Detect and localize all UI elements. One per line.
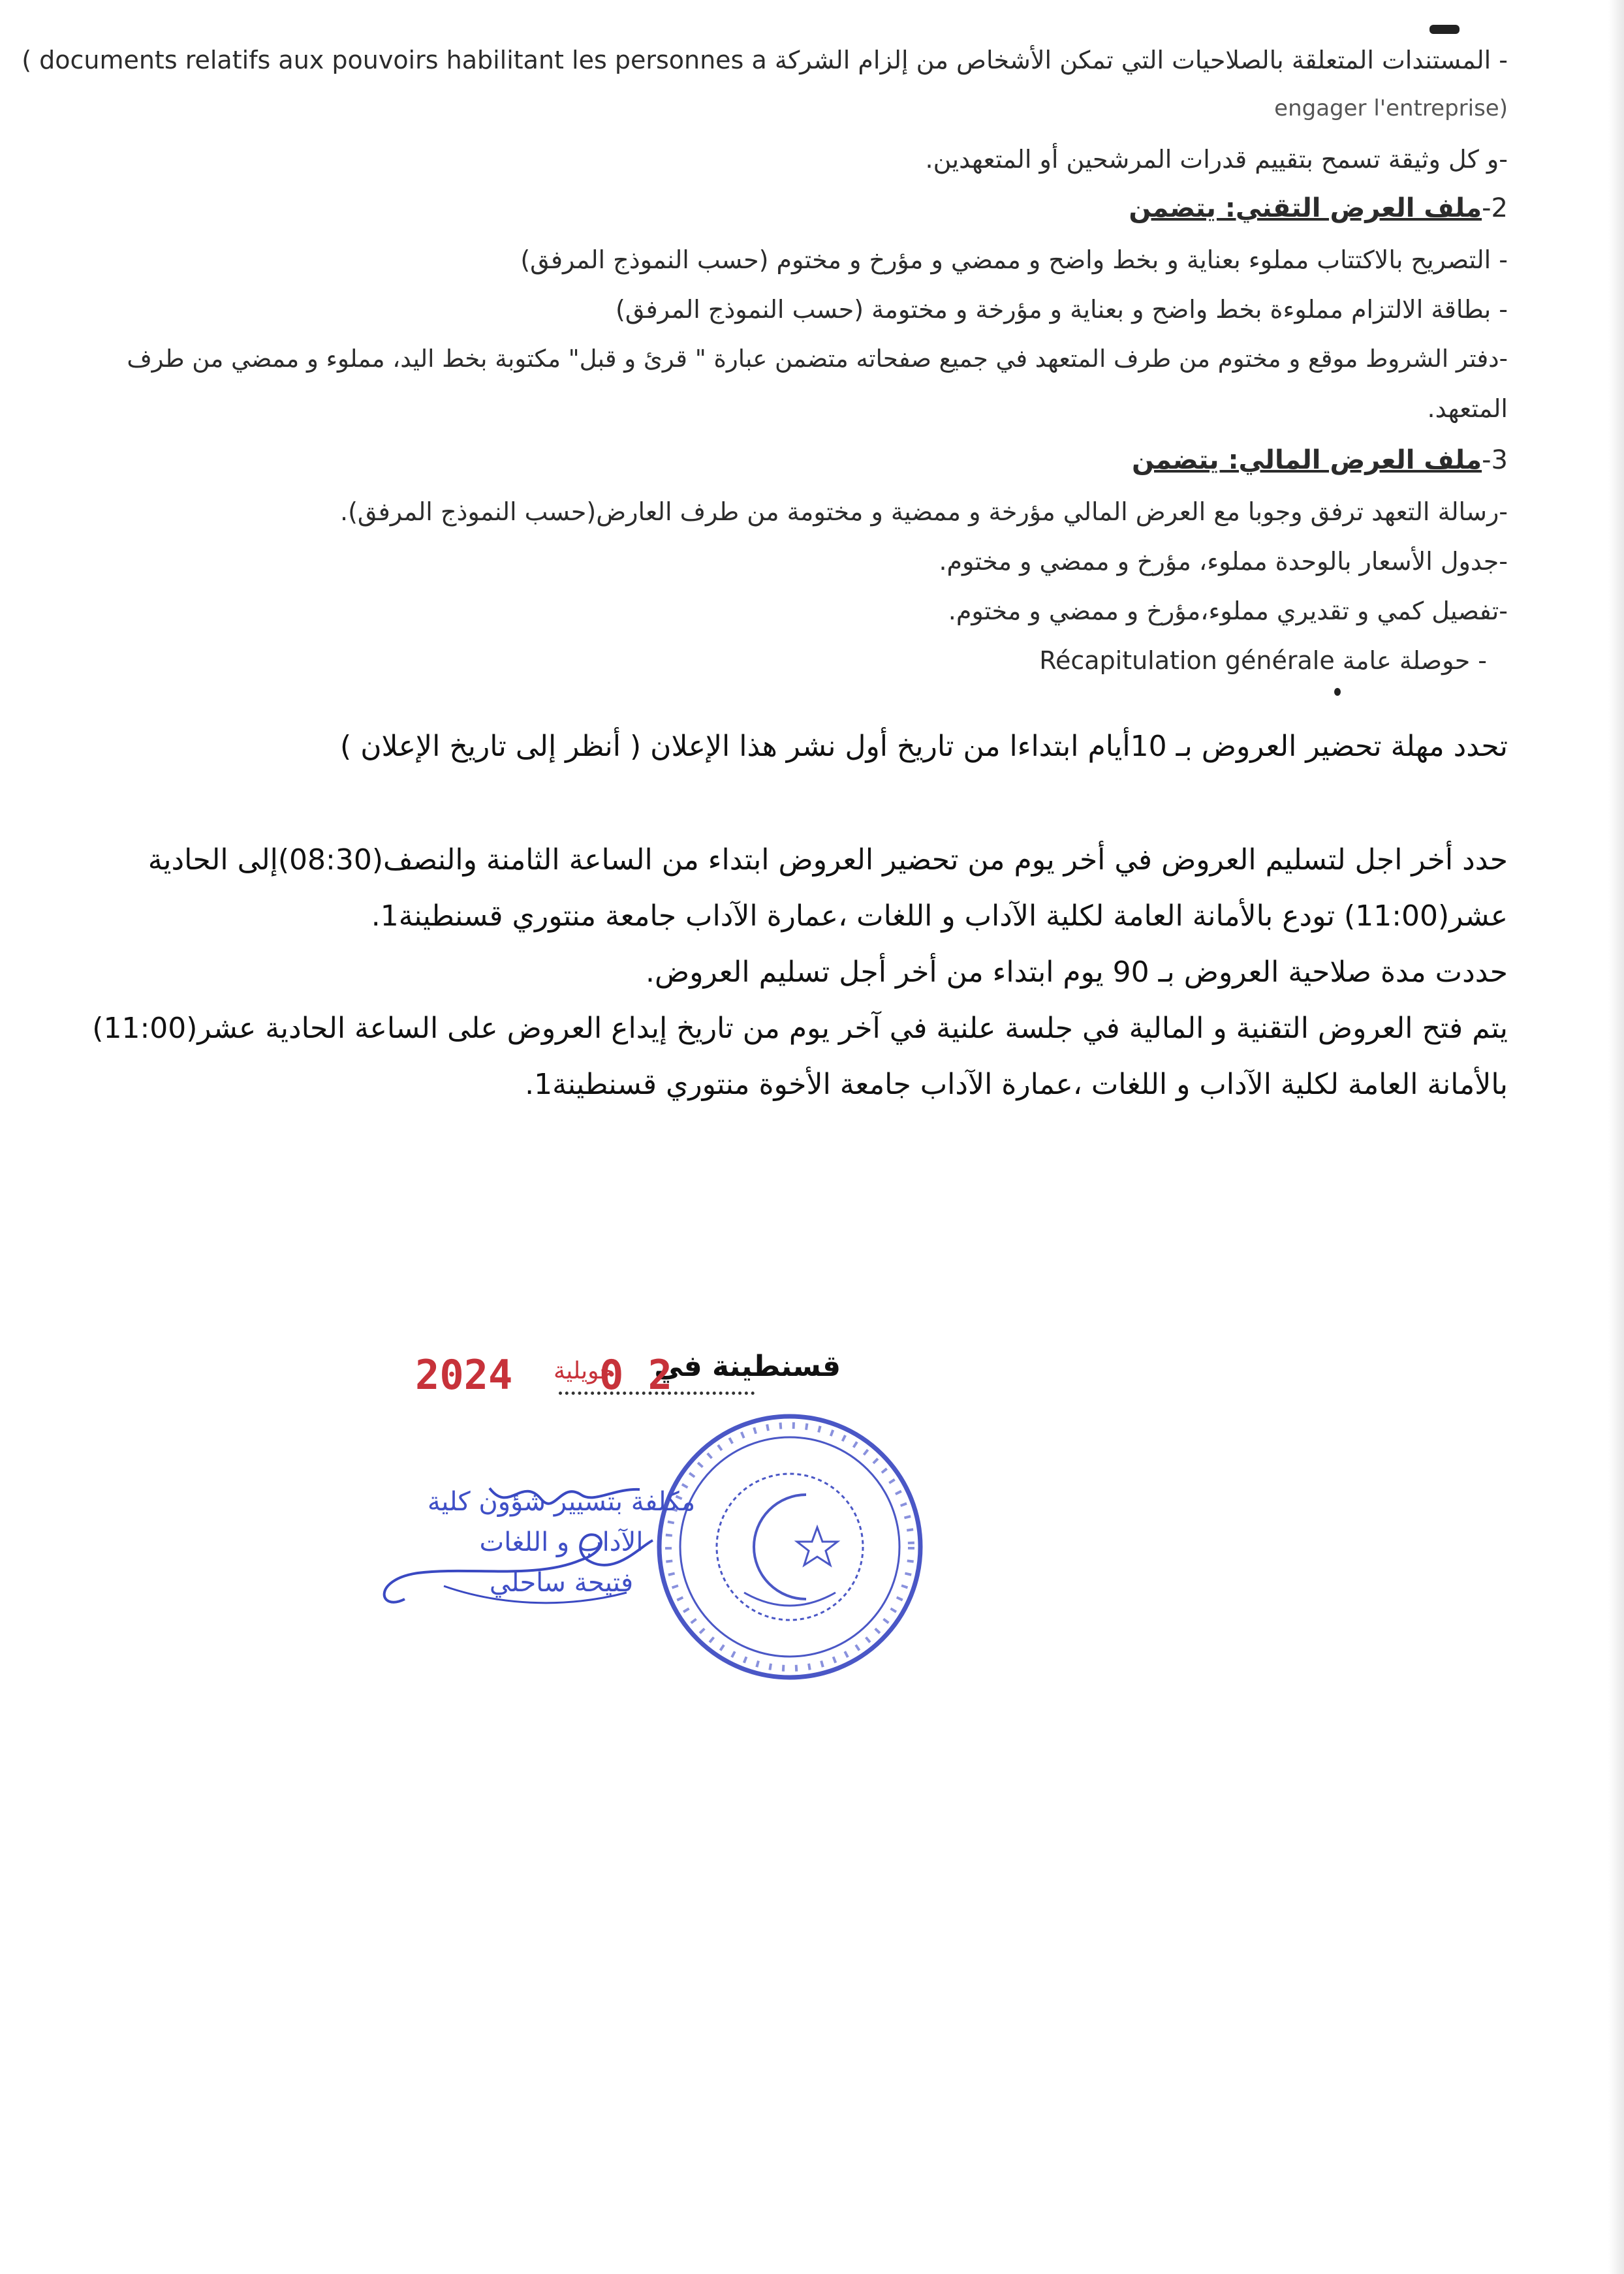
- list-item: -تفصيل كمي و تقديري مملوء،مؤرخ و ممضي و مختوم.: [948, 597, 1508, 625]
- ink-dot: [1334, 688, 1341, 696]
- section-number: 3-: [1482, 445, 1508, 475]
- list-item: -دفتر الشروط موقع و مختوم من طرف المتعهد في جميع صفحاته متضمن عبارة " قرئ و قبل" مكتوبة بخط اليد، مملوء و ممضي من طرف: [127, 345, 1508, 373]
- section-title: ملف العرض المالي: يتضمن: [1131, 445, 1482, 475]
- paragraph-preparation-period: تحدد مهلة تحضير العروض بـ 10أيام ابتداءا من تاريخ أول نشر هذا الإعلان ( أنظر إلى تاريخ الإعلان ): [340, 730, 1508, 763]
- list-item-powers-fr-cont: engager l'entreprise): [1274, 95, 1508, 121]
- section-heading-financial: [1132, 445, 1508, 475]
- date-stamp: [415, 1351, 833, 1397]
- list-item: - بطاقة الالتزام مملوءة بخط واضح و بعناية و مؤرخة و مختومة (حسب النموذج المرفق): [616, 295, 1508, 324]
- paragraph-opening-cont: بالأمانة العامة لكلية الآداب و اللغات ،عمارة الآداب جامعة الأخوة منتوري قسنطينة1.: [525, 1068, 1508, 1101]
- date-day: 0 2: [599, 1351, 672, 1399]
- list-item-assessment: -و كل وثيقة تسمح بتقييم قدرات المرشحين أو المتعهدين.: [925, 145, 1508, 174]
- paragraph-deadline: حدد أخر اجل لتسليم العروض في أخر يوم من تحضير العروض ابتداء من الساعة الثامنة والنصف(08:30)إلى الحادية: [148, 843, 1508, 877]
- handwritten-signature: [366, 1449, 705, 1632]
- list-item-powers-fr: ( documents relatifs aux pouvoirs habilitant les personnes a: [22, 46, 767, 74]
- list-item: -جدول الأسعار بالوحدة مملوء، مؤرخ و ممضي و مختوم.: [939, 547, 1508, 576]
- recap-fr: Récapitulation générale: [1039, 646, 1335, 675]
- list-item: - التصريح بالاكتتاب مملوء بعناية و بخط واضح و ممضي و مؤرخ و مختوم (حسب النموذج المرفق): [520, 245, 1508, 274]
- signature-block: [366, 1332, 953, 1697]
- signer-line-3: فتيحة ساحلي: [489, 1568, 634, 1598]
- paragraph-opening: يتم فتح العروض التقنية و المالية في جلسة علنية في آخر يوم من تاريخ إيداع العروض على الساعة الحادية عشر(11:00): [92, 1012, 1508, 1045]
- list-item: -رسالة التعهد ترفق وجوبا مع العرض المالي مؤرخة و ممضية و مختومة من طرف العارض(حسب النموذج المرفق).: [340, 497, 1508, 526]
- list-item-powers: [22, 46, 1508, 74]
- list-item-recap: [1039, 646, 1487, 675]
- section-title: ملف العرض التقني: يتضمن: [1129, 193, 1482, 223]
- signer-line-1: مكلفة بتسيير شؤون كلية: [427, 1487, 696, 1517]
- place-label: قسنطينة في: [654, 1350, 841, 1383]
- signer-line-2: الآداب و اللغات: [479, 1527, 644, 1557]
- list-item-powers-ar: - المستندات المتعلقة بالصلاحيات التي تمكن الأشخاص من إلزام الشركة: [774, 46, 1508, 74]
- section-heading-technical: [1129, 193, 1508, 223]
- scan-mark: [1429, 25, 1460, 34]
- section-number: 2-: [1482, 193, 1508, 223]
- paragraph-deadline-cont: عشر(11:00) تودع بالأمانة العامة لكلية الآداب و اللغات ،عمارة الآداب جامعة منتوري قسنطينة1.: [371, 899, 1508, 933]
- paragraph-validity: حددت مدة صلاحية العروض بـ 90 يوم ابتداء من أخر أجل تسليم العروض.: [646, 956, 1508, 989]
- recap-ar: - حوصلة عامة: [1342, 646, 1487, 675]
- date-month: جويلية: [554, 1358, 614, 1384]
- date-year: 2024: [415, 1351, 513, 1399]
- scan-edge-shadow: [1608, 0, 1624, 2274]
- date-dotted-line: [559, 1392, 755, 1395]
- list-item-cont: المتعهد.: [1427, 394, 1508, 423]
